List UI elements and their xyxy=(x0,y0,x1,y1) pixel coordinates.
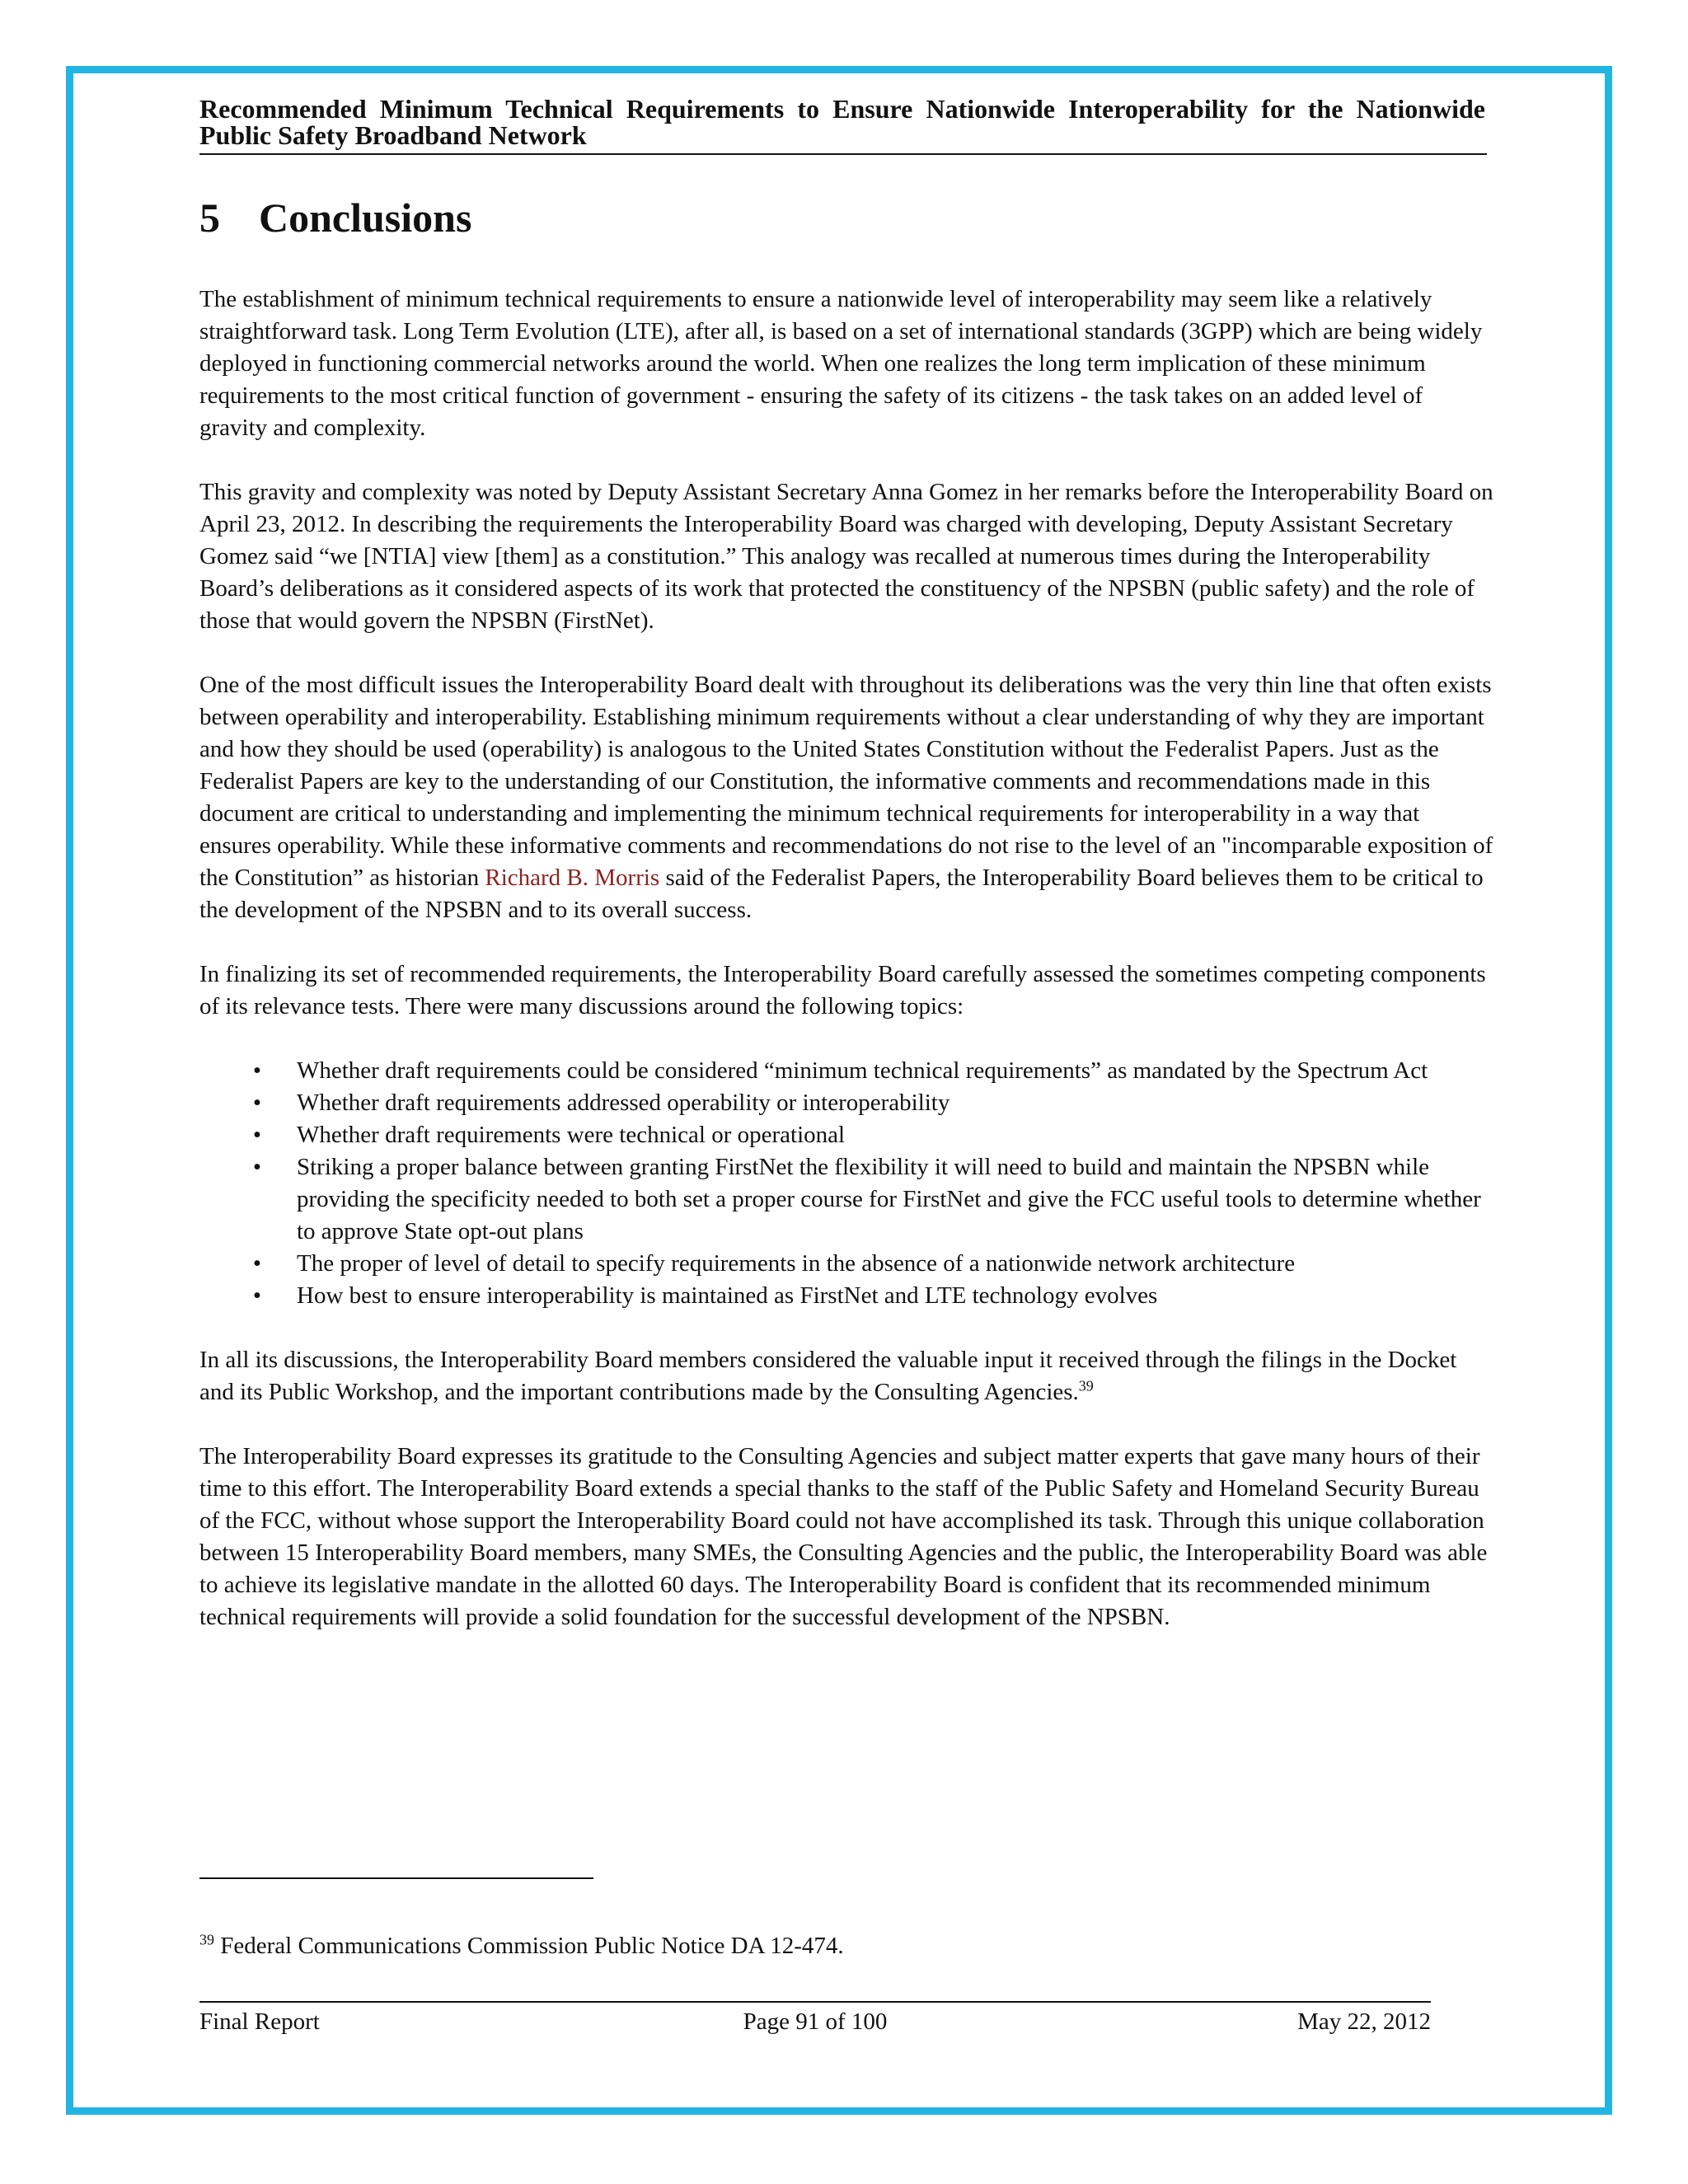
running-header: Recommended Minimum Technical Requirements to Ensure Nationwide Interoperability for the Nationwide Public Safety Broadband Network xyxy=(199,94,1485,150)
list-item-text: How best to ensure interoperability is maintained as FirstNet and LTE technology evolves xyxy=(297,1282,1158,1309)
list-item xyxy=(199,1087,1495,1119)
list-item-text: Striking a proper balance between granting FirstNet the flexibility it will need to build and maintain the NPSBN while providing the specificity needed to both set a proper course for FirstNet and give the FCC useful tools to determine whether to approve State opt-out plans xyxy=(297,1154,1481,1244)
paragraph-3-text-b: said of the Federalist Papers, the Interoperability Board believes them to be critical to the development of the NPSBN and to its overall success. xyxy=(199,865,1484,923)
paragraph-5-text: In all its discussions, the Interoperability Board members considered the valuable input it received through the filings in the Docket and its Public Workshop, and the important contributions made by the Consulting Agencies. xyxy=(199,1347,1457,1405)
bullet-icon: • xyxy=(252,1057,262,1084)
footnote-divider xyxy=(199,1877,593,1879)
footer-divider xyxy=(199,2001,1431,2003)
bullet-icon: • xyxy=(252,1154,262,1180)
footnote-text: Federal Communications Commission Public Notice DA 12-474. xyxy=(214,1933,844,1959)
list-item xyxy=(199,1151,1495,1248)
bullet-icon: • xyxy=(252,1090,262,1116)
body-text xyxy=(199,284,1495,1666)
list-item xyxy=(199,1248,1495,1280)
bullet-icon: • xyxy=(252,1122,262,1148)
list-item-text: Whether draft requirements could be considered “minimum technical requirements” as mandated by the Spectrum Act xyxy=(297,1057,1428,1084)
footer-page-number: Page 91 of 100 xyxy=(743,2008,888,2035)
footnote xyxy=(199,1930,844,1962)
paragraph-1: The establishment of minimum technical requirements to ensure a nationwide level of interoperability may seem like a relatively straightforward task. Long Term Evolution (LTE), after all, is based on a set of international standards (3GPP) which are being widely deployed in functioning commercial networks around the world. When one realizes the long term implication of these minimum requirements to the most critical function of government - ensuring the safety of its citizens - the task takes on an added level of gravity and complexity. xyxy=(199,286,1483,441)
section-number: 5 xyxy=(199,194,220,241)
bullet-icon: • xyxy=(252,1282,262,1309)
footnote-reference[interactable]: 39 xyxy=(1078,1377,1094,1394)
list-item xyxy=(199,1055,1495,1087)
bullet-icon: • xyxy=(252,1250,262,1277)
paragraph-3-text-a: One of the most difficult issues the Interoperability Board dealt with throughout its deliberations was the very thin line that often exists between operability and interoperability. Establishing minimum requirements without a clear understanding of why they are important and how they should be used (operability) is analogous to the United States Constitution without the Federalist Papers. Just as the Federalist Papers are key to the understanding of our Constitution, the informative comments and recommendations made in this document are critical to understanding and implementing the minimum technical requirements for interoperability in a way that ensures operability. While these informative comments and recommendations do not rise to the level of an "incomparable exposition of the Constitution” as historian xyxy=(199,672,1493,891)
list-item-text: The proper of level of detail to specify requirements in the absence of a nationwide network architecture xyxy=(297,1250,1296,1277)
list-item xyxy=(199,1119,1495,1151)
section-title: Conclusions xyxy=(259,194,472,241)
paragraph-6: The Interoperability Board expresses its gratitude to the Consulting Agencies and subject matter experts that gave many hours of their time to this effort. The Interoperability Board extends a special thanks to the staff of the Public Safety and Homeland Security Bureau of the FCC, without whose support the Interoperability Board could not have accomplished its task. Through this unique collaboration between 15 Interoperability Board members, many SMEs, the Consulting Agencies and the public, the Interoperability Board was able to achieve its legislative mandate in the allotted 60 days. The Interoperability Board is confident that its recommended minimum technical requirements will provide a solid foundation for the successful development of the NPSBN. xyxy=(199,1443,1488,1630)
footer-report-label: Final Report xyxy=(199,2008,320,2035)
footnote-number: 39 xyxy=(199,1931,214,1948)
footer-date: May 22, 2012 xyxy=(1297,2008,1431,2035)
header-divider xyxy=(199,153,1487,155)
paragraph-4: In finalizing its set of recommended requirements, the Interoperability Board carefully assessed the sometimes competing components of its relevance tests. There were many discussions around the following topics: xyxy=(199,961,1486,1019)
paragraph-5 xyxy=(199,1344,1495,1408)
paragraph-3 xyxy=(199,669,1495,926)
list-item-text: Whether draft requirements addressed operability or interoperability xyxy=(297,1090,950,1116)
list-item xyxy=(199,1280,1495,1312)
paragraph-2: This gravity and complexity was noted by Deputy Assistant Secretary Anna Gomez in her remarks before the Interoperability Board on April 23, 2012. In describing the requirements the Interoperability Board was charged with developing, Deputy Assistant Secretary Gomez said “we [NTIA] view [them] as a constitution.” This analogy was recalled at numerous times during the Interoperability Board’s deliberations as it considered aspects of its work that protected the constituency of the NPSBN (public safety) and the role of those that would govern the NPSBN (FirstNet). xyxy=(199,479,1493,634)
topics-list xyxy=(199,1055,1495,1312)
richard-morris-link[interactable]: Richard B. Morris xyxy=(485,865,660,891)
section-heading xyxy=(199,193,471,242)
list-item-text: Whether draft requirements were technical or operational xyxy=(297,1122,846,1148)
